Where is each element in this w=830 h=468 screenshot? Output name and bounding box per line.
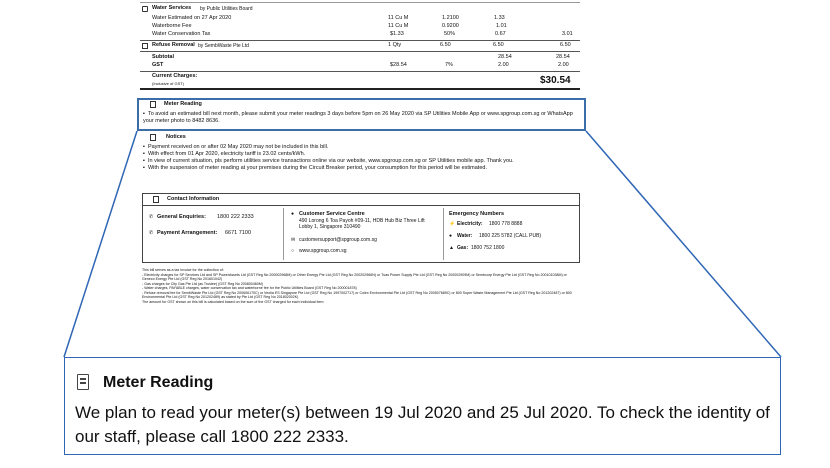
- flame-icon: ▲: [449, 245, 454, 251]
- refuse-amount: 6.50: [493, 42, 504, 48]
- notice-item: ▪ Payment received on or after 02 May 2020 may not be included in this bill.: [143, 144, 579, 151]
- current-charges-sublabel: (Inclusive of GST): [152, 81, 185, 86]
- centre-title: Customer Service Centre: [299, 211, 365, 217]
- notice-item: ▪ With effect from 01 Apr 2020, electricity tariff is 23.02 cents/kWh.: [143, 151, 579, 158]
- payment-label: Payment Arrangement:: [157, 230, 218, 236]
- drop-icon: ●: [449, 233, 453, 239]
- centre-email: customersupport@spgroup.com.sg: [299, 237, 377, 243]
- subtotal-total: 28.54: [556, 54, 570, 60]
- payment-value: 6671 7100: [225, 230, 251, 236]
- callout-title: Meter Reading: [103, 374, 214, 391]
- water-row-amount: 1.01: [496, 23, 507, 29]
- water-row-rate: 50%: [444, 31, 456, 37]
- callout-text: We plan to read your meter(s) between 19 Jul 2020 and 25 Jul 2020. To check the identity of our staff, please call 1800 222 2333.: [75, 403, 770, 446]
- general-value: 1800 222 2333: [217, 214, 254, 220]
- footnote-line: The amount for GST shown on this bill is calculated based on the sum of the GST charged for each individual item: [142, 299, 324, 304]
- general-label: General Enquiries:: [157, 214, 206, 220]
- water-services-provider: by Public Utilities Board: [200, 6, 253, 12]
- emergency-title: Emergency Numbers: [449, 211, 505, 217]
- gas-value: 1800 752 1800: [471, 245, 505, 251]
- water-row-amount: 0.67: [495, 31, 506, 37]
- water-services-title: Water Services: [152, 5, 192, 11]
- water-row-qty: 11 Cu M: [388, 15, 409, 21]
- refuse-total: 6.50: [560, 42, 571, 48]
- meter-reading-small-title: Meter Reading: [164, 101, 202, 107]
- current-charges-total: $30.54: [540, 75, 571, 86]
- connector-line-left: [64, 131, 137, 357]
- footnote-line: - Electricity charges for SP Services Ltd and SP PowerAssets Ltd (GST Reg No 200002968M) or Other Energy Pte Ltd (GST Reg No 200202966N) or Tuas Power Supply Pte Ltd (GST Reg No 200002909M) or Sembcorp Energy Pte Ltd (GST Reg No 200101038M) or Geneco Energy Pte Ltd (GST Reg No 201601042): [142, 272, 567, 281]
- connector-line-right: [586, 131, 781, 357]
- water-value: 1800 225 5782 (CALL PUB): [479, 233, 542, 239]
- location-icon: ●: [291, 211, 295, 217]
- meter-reading-small-text: ▪ To avoid an estimated bill next month, please submit your meter readings 3 days before 5pm on 26 May 2020 via SP Utilities Mobile App or www.spgroup.com.sg or WhatsApp your meter photo to 8482 8636.: [143, 111, 579, 125]
- contact-title: Contact Information: [167, 196, 220, 202]
- gst-amount: 2.00: [498, 62, 509, 68]
- email-icon: ✉: [291, 237, 296, 243]
- water-row-label: Water Conservation Tax: [152, 31, 211, 37]
- gst-label: GST: [152, 62, 164, 68]
- gst-rate: 7%: [445, 62, 453, 68]
- electricity-label: Electricity:: [457, 221, 483, 227]
- centre-address: 490 Lorong 6 Toa Payoh #09-11, HDB Hub Biz Three Lift Lobby 1, Singapore 310490: [299, 218, 425, 230]
- gas-label: Gas:: [457, 245, 469, 251]
- bolt-icon: ⚡: [449, 221, 456, 227]
- globe-icon: ○: [291, 248, 295, 254]
- refuse-provider: by SembWaste Pte Ltd: [198, 43, 249, 49]
- footnote-line: - Refuse removal fee for SembWaste Pte Ltd (GST Reg No 200606170C) or Veolia ES Singapore Pte Ltd (GST Reg No 1997002717) or Colex Environmental Pte Ltd (GST Reg No 200507689C) or 800 Super Waste Management Pte Ltd (GST Reg No 201202487) or 800 Environmental Pte Ltd (GST Reg No 201202489) as stated by Pte Ltd (GST Reg No 201802002K): [142, 290, 572, 299]
- gst-total: 2.00: [558, 62, 569, 68]
- phone-icon: ✆: [149, 214, 154, 220]
- meter-reading-callout: [64, 357, 781, 455]
- notice-item: ▪ With the suspension of meter reading at your premises during the Circuit Breaker period, your consumption for this period will be estimated.: [143, 165, 579, 172]
- footnote-line: - Gas charges for City Gas Pte Ltd (as Trustee) (GST Reg No 200800460M): [142, 281, 263, 286]
- water-label: Water:: [457, 233, 473, 239]
- subtotal-amount: 28.54: [498, 54, 512, 60]
- subtotal-label: Subtotal: [152, 54, 174, 60]
- centre-website: www.spgroup.com.sg: [299, 248, 347, 254]
- current-charges-label: Current Charges:: [152, 73, 198, 79]
- refuse-title: Refuse Removal: [152, 42, 195, 48]
- water-row-qty: $1.33: [390, 31, 404, 37]
- water-row-label: Waterborne Fee: [152, 23, 192, 29]
- footnote-line: This bill serves as a tax invoice for the collection of:: [142, 268, 224, 272]
- footnote-line: - Water charges, PAYABLE charges, water conservation tax and waterborne fee for the Public Utilities Board (GST Reg No 200001878): [142, 286, 357, 290]
- electricity-value: 1800 778 8888: [489, 221, 523, 227]
- meter-icon: [77, 374, 89, 390]
- water-row-total: 3.01: [562, 31, 573, 37]
- phone-icon: ✆: [149, 230, 154, 236]
- refuse-qty: 1 Qty: [388, 42, 402, 48]
- refuse-rate: 6.50: [440, 42, 451, 48]
- water-row-amount: 1.33: [494, 15, 505, 21]
- water-row-rate: 0.9200: [442, 23, 459, 29]
- water-row-label: Water Estimated on 27 Apr 2020: [152, 15, 232, 21]
- notice-item: ▪ In view of current situation, pls perform utilities service transactions online via our website, www.spgroup.com.sg or SP Utilities mobile app. Thank you.: [143, 158, 579, 165]
- notices-title: Notices: [166, 134, 186, 140]
- water-row-qty: 11 Cu M: [388, 23, 409, 29]
- water-row-rate: 1.2100: [442, 15, 459, 21]
- gst-base: $28.54: [390, 62, 407, 68]
